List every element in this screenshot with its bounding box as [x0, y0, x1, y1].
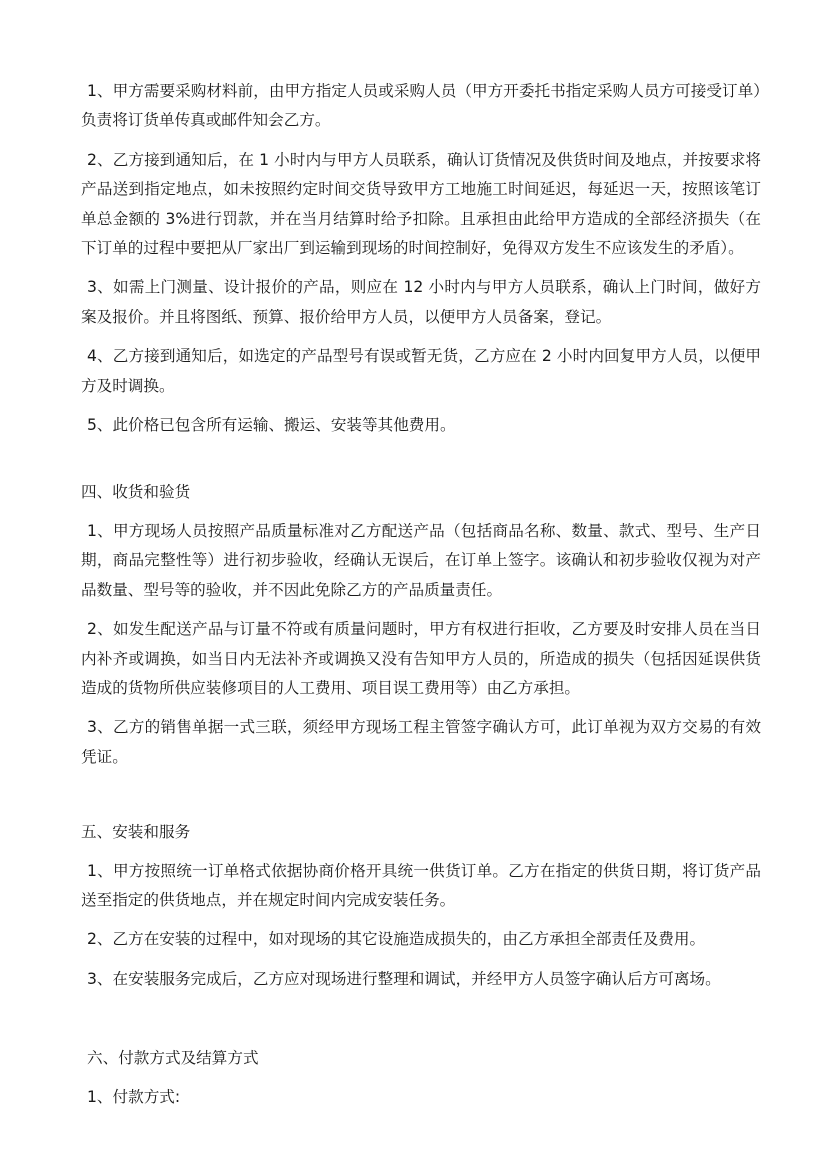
- clause-6-1: 1、付款方式:: [87, 1087, 181, 1106]
- clause-3-5: 5、此价格已包含所有运输、搬运、安装等其他费用。: [87, 416, 456, 435]
- document-body: [81, 77, 761, 1122]
- section-4-heading: 四、收货和验货: [81, 483, 191, 502]
- clause-4-1: 1、甲方现场人员按照产品质量标准对乙方配送产品（包括商品名称、数量、款式、型号、生产日期，商品完整性等）进行初步验收，经确认无误后，在订单上签字。该确认和初步验收仅视为对产品数量、型号等的验收，并不因此免除乙方的产品质量责任。: [81, 521, 761, 599]
- clause-4-2: 2、如发生配送产品与订量不符或有质量问题时，甲方有权进行拒收，乙方要及时安排人员在当日内补齐或调换，如当日内无法补齐或调换又没有告知甲方人员的，所造成的损失（包括因延误供货造成的货物所供应装修项目的人工费用、项目误工费用等）由乙方承担。: [81, 620, 761, 697]
- clause-5-3: 3、在安装服务完成后，乙方应对现场进行整理和调试，并经甲方人员签字确认后方可离场。: [87, 969, 721, 988]
- clause-4-3: 3、乙方的销售单据一式三联，须经甲方现场工程主管签字确认方可，此订单视为双方交易的有效凭证。: [81, 718, 761, 766]
- clause-3-4: 4、乙方接到通知后，如选定的产品型号有误或暂无货，乙方应在 2 小时内回复甲方人员，以便甲方及时调换。: [81, 347, 761, 395]
- section-6: [81, 1044, 761, 1112]
- section-3-list: [81, 77, 761, 440]
- section-4: [81, 478, 761, 772]
- section-5: [81, 818, 761, 994]
- section-5-heading: 五、安装和服务: [81, 823, 191, 842]
- clause-3-2: 2、乙方接到通知后，在 1 小时内与甲方人员联系，确认订货情况及供货时间及地点，并按要求将产品送到指定地点，如未按照约定时间交货导致甲方工地施工时间延迟，每延迟一天，按照该笔订单总金额的 3%进行罚款，并在当月结算时给予扣除。且承担由此给甲方造成的全部经济损失（在下订单的过程中要把从厂家出厂到运输到现场的时间控制好，免得双方发生不应该发生的矛盾）。: [81, 150, 761, 258]
- clause-5-2: 2、乙方在安装的过程中，如对现场的其它设施造成损失的，由乙方承担全部责任及费用。: [87, 930, 706, 949]
- section-6-heading: 六、付款方式及结算方式: [87, 1049, 259, 1068]
- clause-3-3: 3、如需上门测量、设计报价的产品，则应在 12 小时内与甲方人员联系，确认上门时间，做好方案及报价。并且将图纸、预算、报价给甲方人员，以便甲方人员备案，登记。: [81, 278, 761, 326]
- clause-5-1: 1、甲方按照统一订单格式依据协商价格开具统一供货订单。乙方在指定的供货日期，将订货产品送至指定的供货地点，并在规定时间内完成安装任务。: [81, 861, 761, 909]
- clause-3-1: 1、甲方需要采购材料前，由甲方指定人员或采购人员（甲方开委托书指定采购人员方可接受订单）负责将订货单传真或邮件知会乙方。: [81, 82, 761, 130]
